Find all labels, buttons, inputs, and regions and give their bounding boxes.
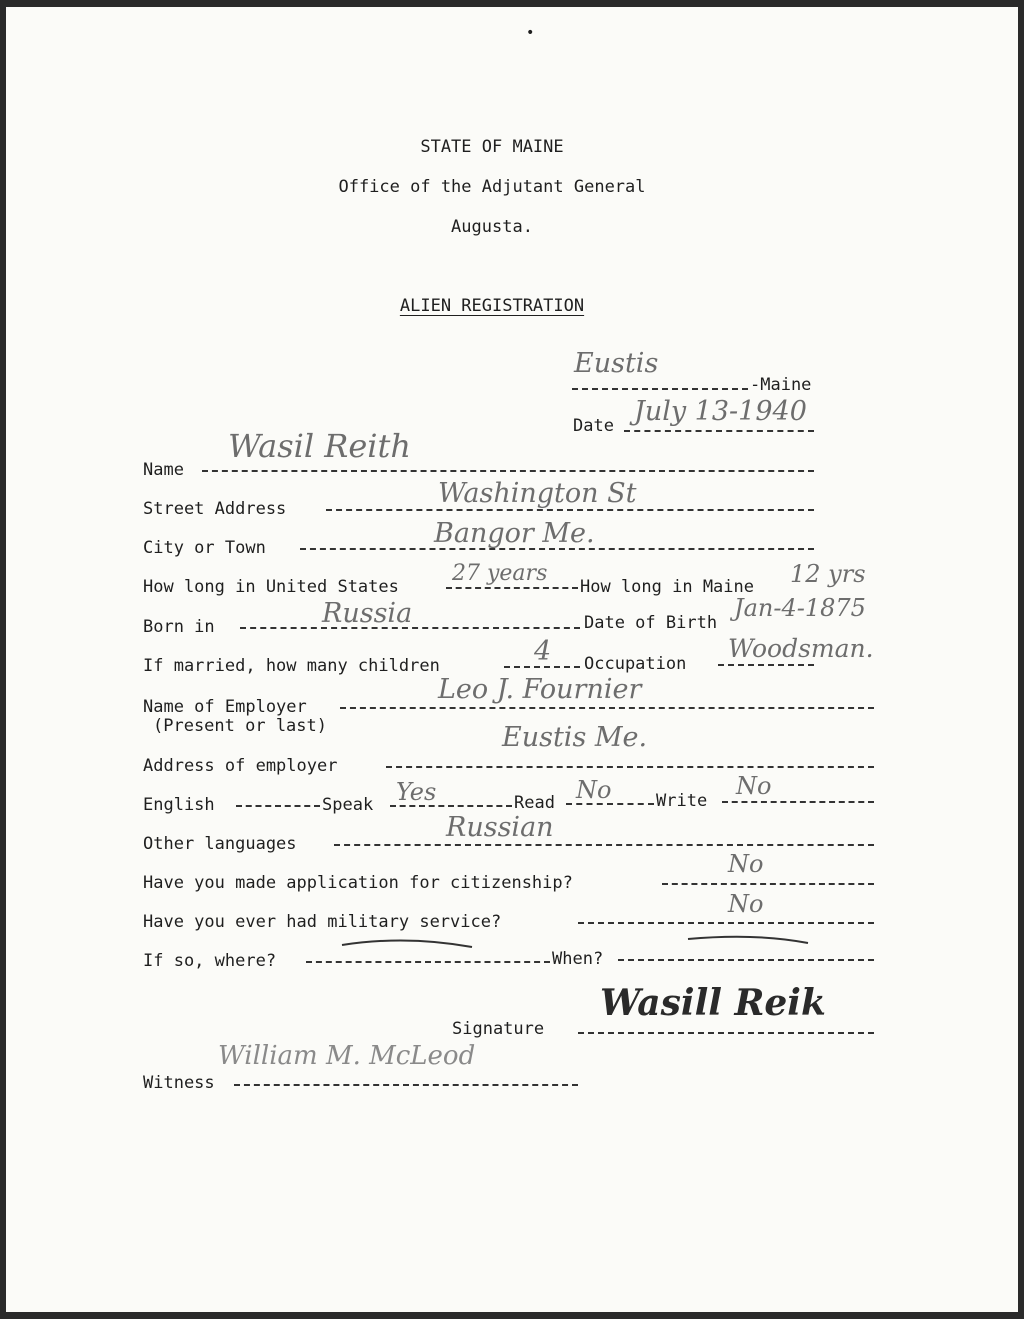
other-languages-line — [334, 844, 874, 846]
speck-mark: • — [526, 25, 535, 41]
employer-line — [340, 707, 874, 709]
when-label: When? — [552, 949, 604, 969]
read-label: Read — [514, 793, 555, 813]
name-of-employer-label: Name of Employer — [143, 697, 307, 717]
military-line — [578, 922, 874, 924]
english-line — [236, 805, 320, 807]
other-languages-handwriting: Russian — [446, 812, 554, 843]
street-address-line — [326, 509, 814, 511]
witness-handwriting: William M. McLeod — [218, 1041, 476, 1071]
military-handwriting: No — [728, 890, 764, 918]
city-heading: Augusta. — [451, 217, 533, 237]
street-address-handwriting: Washington St — [438, 478, 637, 509]
english-label: English — [143, 795, 215, 815]
date-line — [624, 430, 814, 432]
name-line — [202, 470, 814, 472]
if-so-where-label: If so, where? — [143, 951, 277, 971]
write-line — [722, 801, 874, 803]
signature-line — [578, 1032, 874, 1034]
date-handwriting: July 13-1940 — [634, 396, 807, 427]
occupation-label: Occupation — [584, 654, 687, 674]
citizenship-handwriting: No — [728, 850, 764, 878]
military-question: Have you ever had military service? — [143, 912, 502, 932]
signature-label: Signature — [452, 1019, 545, 1039]
name-label: Name — [143, 460, 184, 480]
office-heading: Office of the Adjutant General — [338, 177, 646, 197]
town-line — [572, 388, 748, 390]
how-long-us-label: How long in United States — [143, 577, 399, 597]
born-in-handwriting: Russia — [322, 598, 413, 629]
present-or-last-label: (Present or last) — [153, 716, 327, 736]
speak-handwriting: Yes — [396, 778, 437, 806]
other-languages-label: Other languages — [143, 834, 297, 854]
citizenship-question: Have you made application for citizenship? — [143, 873, 573, 893]
years-us-handwriting: 27 years — [452, 561, 548, 586]
years-maine-handwriting: 12 yrs — [790, 560, 866, 588]
witness-line — [234, 1084, 578, 1086]
form-title: ALIEN REGISTRATION — [399, 296, 585, 316]
address-of-employer-label: Address of employer — [143, 756, 338, 776]
occupation-line — [718, 664, 814, 666]
city-or-town-handwriting: Bangor Me. — [434, 518, 595, 549]
employer-address-handwriting: Eustis Me. — [502, 722, 648, 753]
born-in-label: Born in — [143, 617, 215, 637]
blank-strokes — [336, 933, 876, 963]
years-us-line — [446, 587, 578, 589]
town-handwriting: Eustis — [574, 348, 659, 379]
employer-handwriting: Leo J. Fournier — [438, 674, 642, 705]
date-label: Date — [573, 416, 614, 436]
registration-form-sheet — [6, 7, 1018, 1312]
citizenship-line — [662, 883, 874, 885]
date-of-birth-label: Date of Birth — [584, 613, 718, 633]
city-or-town-label: City or Town — [143, 538, 266, 558]
signature-handwriting: Wasill Reik — [600, 982, 826, 1024]
children-handwriting: 4 — [534, 636, 552, 667]
write-label: Write — [656, 791, 708, 811]
state-heading: STATE OF MAINE — [420, 137, 564, 157]
witness-label: Witness — [143, 1073, 215, 1093]
name-handwriting: Wasil Reith — [228, 427, 411, 465]
how-long-maine-label: How long in Maine — [580, 577, 754, 597]
employer-address-line — [386, 766, 874, 768]
date-of-birth-handwriting: Jan-4-1875 — [734, 594, 866, 622]
occupation-handwriting: Woodsman. — [728, 634, 874, 663]
street-address-label: Street Address — [143, 499, 287, 519]
if-married-label: If married, how many children — [143, 656, 440, 676]
speak-label: Speak — [322, 795, 374, 815]
write-handwriting: No — [736, 772, 772, 800]
read-handwriting: No — [576, 776, 612, 804]
maine-label: -Maine — [750, 375, 812, 395]
